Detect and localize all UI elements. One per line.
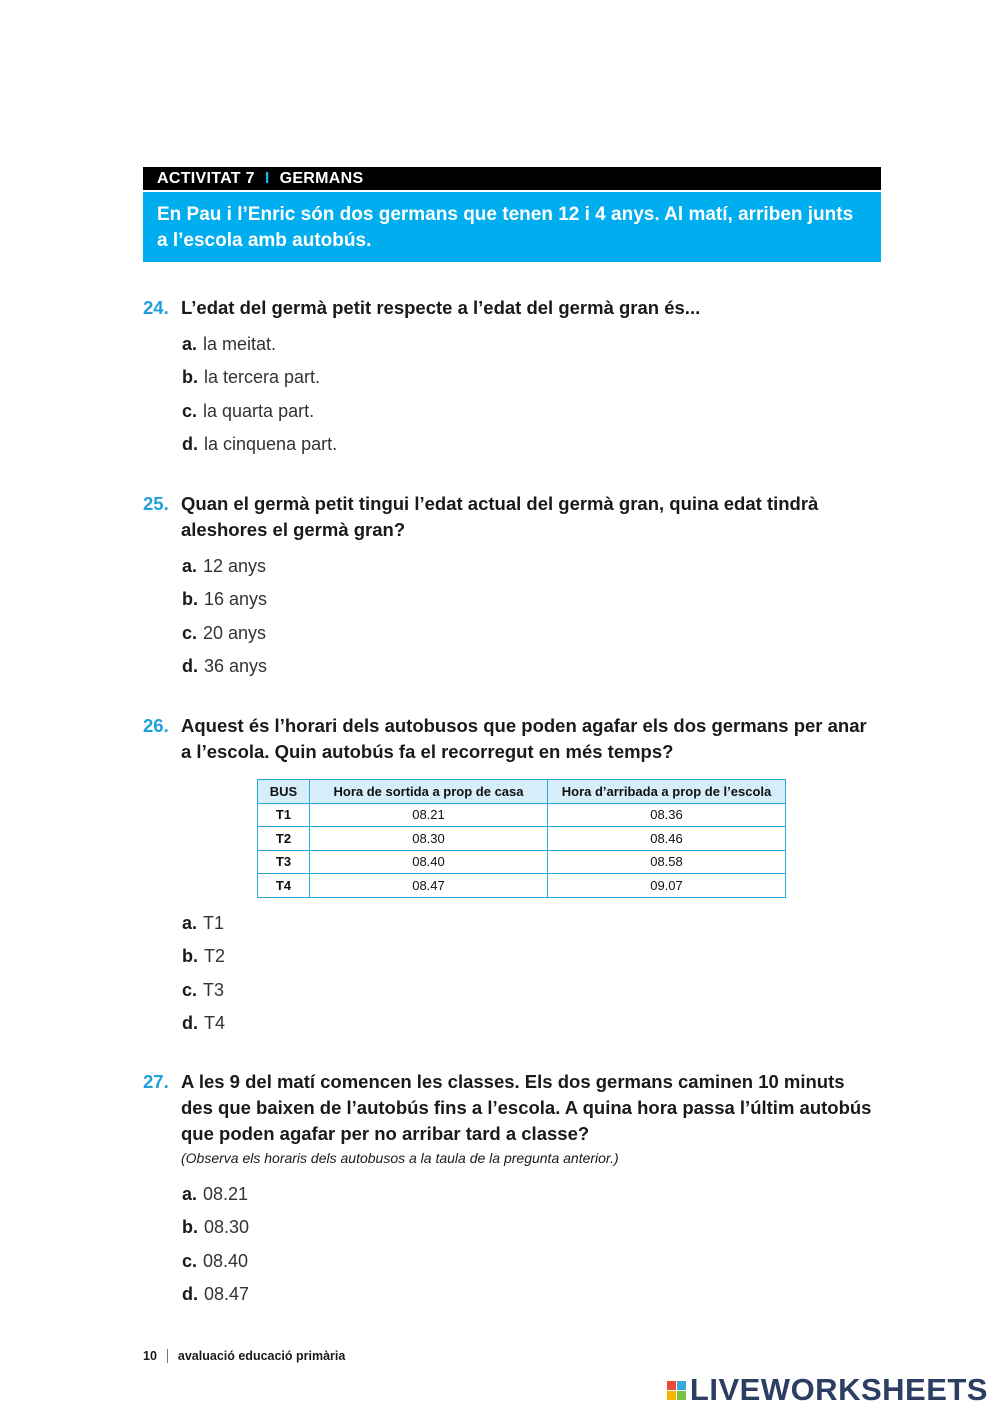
logo-square xyxy=(677,1381,686,1390)
option-letter: c. xyxy=(182,979,198,1000)
option-c[interactable] xyxy=(182,622,267,655)
option-letter: b. xyxy=(182,367,198,388)
footer-label: avaluació educació primària xyxy=(177,1349,346,1363)
option-text: la meitat. xyxy=(203,334,277,354)
option-text: la quarta part. xyxy=(203,400,315,421)
option-letter: b. xyxy=(182,946,198,967)
option-letter: a. xyxy=(182,556,198,576)
option-c[interactable] xyxy=(182,979,225,1012)
option-text: 08.40 xyxy=(203,1250,249,1271)
departure-cell: 08.21 xyxy=(310,803,548,827)
option-b[interactable] xyxy=(182,366,337,399)
option-d[interactable] xyxy=(182,655,267,688)
option-text: 16 anys xyxy=(204,589,268,610)
question-27-options xyxy=(182,1183,249,1316)
brand-name: LIVEWORKSHEETS xyxy=(689,1372,988,1407)
option-a[interactable] xyxy=(182,912,225,945)
logo-square xyxy=(667,1381,676,1390)
option-letter: c. xyxy=(182,400,198,421)
liveworksheets-logo-icon xyxy=(667,1381,686,1400)
table-header-row xyxy=(258,780,786,804)
header-departure: Hora de sortida a prop de casa xyxy=(310,780,548,804)
option-letter: b. xyxy=(182,1217,198,1238)
header-bus: BUS xyxy=(258,780,310,804)
bus-schedule-table xyxy=(257,779,786,898)
arrival-cell: 08.46 xyxy=(548,827,786,851)
bus-id-cell: T4 xyxy=(258,874,310,898)
footer-divider xyxy=(167,1349,168,1363)
option-text: T1 xyxy=(203,913,225,933)
arrival-cell: 08.36 xyxy=(548,803,786,827)
question-text: A les 9 del matí comencen les classes. Els dos germans caminen 10 minuts des que baixen de l’autobús fins a l’escola. A quina hora passa l’últim autobús que poden agafar per no arribar tard a classe? xyxy=(181,1071,872,1144)
option-text: la cinquena part. xyxy=(204,433,338,454)
activity-header xyxy=(143,167,881,190)
option-a[interactable] xyxy=(182,555,267,588)
option-text: T3 xyxy=(203,979,225,1000)
question-text: L’edat del germà petit respecte a l’edat del germà gran és... xyxy=(181,297,701,318)
option-text: T4 xyxy=(204,1012,226,1033)
question-25 xyxy=(143,491,881,543)
option-b[interactable] xyxy=(182,1216,249,1249)
option-text: 12 anys xyxy=(203,556,267,576)
option-letter: d. xyxy=(182,433,198,454)
option-letter: a. xyxy=(182,1184,198,1204)
option-a[interactable] xyxy=(182,333,337,366)
activity-label: ACTIVITAT 7 xyxy=(157,169,255,187)
question-text: Quan el germà petit tingui l’edat actual del germà gran, quina edat tindrà aleshores el germà gran? xyxy=(181,493,819,540)
arrival-cell: 08.58 xyxy=(548,850,786,874)
table-row xyxy=(258,850,786,874)
question-26 xyxy=(143,713,881,765)
question-26-options xyxy=(182,912,225,1045)
departure-cell: 08.47 xyxy=(310,874,548,898)
option-text: T2 xyxy=(204,946,226,967)
question-24 xyxy=(143,295,881,321)
option-d[interactable] xyxy=(182,1012,225,1045)
option-text: 36 anys xyxy=(204,655,268,676)
logo-square xyxy=(667,1391,676,1400)
header-arrival: Hora d’arribada a prop de l’escola xyxy=(548,780,786,804)
question-number: 27. xyxy=(143,1071,169,1092)
bus-id-cell: T3 xyxy=(258,850,310,874)
option-text: 08.30 xyxy=(204,1217,250,1238)
option-letter: a. xyxy=(182,334,198,354)
activity-title: GERMANS xyxy=(279,169,364,187)
bus-id-cell: T2 xyxy=(258,827,310,851)
option-b[interactable] xyxy=(182,588,267,621)
question-note: (Observa els horaris dels autobusos a la taula de la pregunta anterior.) xyxy=(181,1150,619,1166)
option-a[interactable] xyxy=(182,1183,249,1216)
table-row xyxy=(258,827,786,851)
logo-square xyxy=(677,1391,686,1400)
question-25-options xyxy=(182,555,267,688)
option-text: la tercera part. xyxy=(204,367,321,388)
option-d[interactable] xyxy=(182,433,337,466)
option-letter: c. xyxy=(182,1250,198,1271)
option-d[interactable] xyxy=(182,1283,249,1316)
departure-cell: 08.30 xyxy=(310,827,548,851)
option-text: 20 anys xyxy=(203,622,267,643)
option-letter: b. xyxy=(182,589,198,610)
question-number: 25. xyxy=(143,493,169,514)
question-24-options xyxy=(182,333,337,466)
header-separator: I xyxy=(264,169,270,187)
question-number: 26. xyxy=(143,715,169,736)
option-letter: d. xyxy=(182,655,198,676)
page-number: 10 xyxy=(143,1349,157,1363)
option-text: 08.21 xyxy=(203,1184,249,1204)
departure-cell: 08.40 xyxy=(310,850,548,874)
option-text: 08.47 xyxy=(204,1283,250,1304)
activity-intro: En Pau i l’Enric són dos germans que tenen 12 i 4 anys. Al matí, arriben junts a l’escola amb autobús. xyxy=(143,192,881,262)
table-row xyxy=(258,874,786,898)
question-27 xyxy=(143,1069,881,1169)
question-number: 24. xyxy=(143,297,169,318)
table-row xyxy=(258,803,786,827)
question-text: Aquest és l’horari dels autobusos que poden agafar els dos germans per anar a l’escola. Quin autobús fa el recorregut en més temps? xyxy=(181,715,867,762)
option-letter: d. xyxy=(182,1283,198,1304)
option-letter: d. xyxy=(182,1012,198,1033)
page-footer xyxy=(143,1349,345,1363)
liveworksheets-brand xyxy=(667,1372,988,1408)
option-letter: a. xyxy=(182,913,198,933)
option-b[interactable] xyxy=(182,945,225,978)
bus-id-cell: T1 xyxy=(258,803,310,827)
option-c[interactable] xyxy=(182,400,337,433)
option-c[interactable] xyxy=(182,1250,249,1283)
arrival-cell: 09.07 xyxy=(548,874,786,898)
option-letter: c. xyxy=(182,622,198,643)
